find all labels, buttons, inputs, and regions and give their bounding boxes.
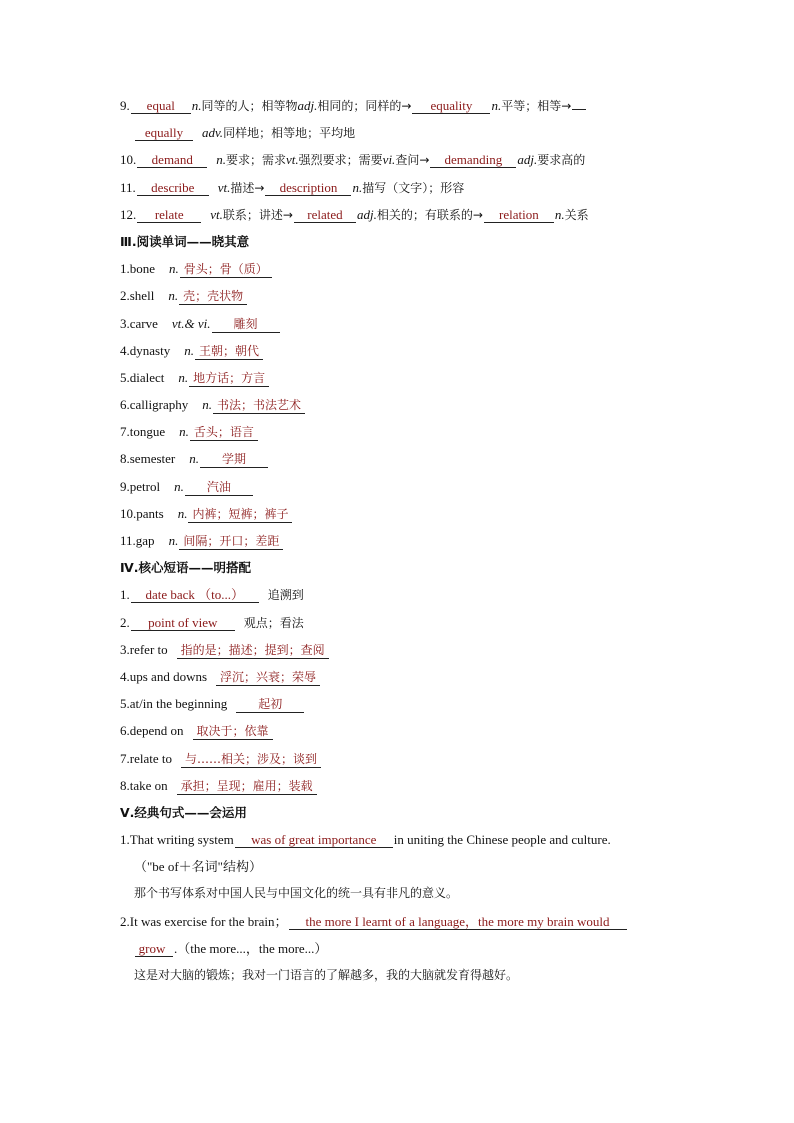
- definition: 平等；相等→: [501, 99, 572, 113]
- definition: 描写（文字）；形容: [362, 180, 465, 195]
- part-of-speech: vi.: [382, 152, 396, 168]
- answer-blank: 舌头；语言: [190, 425, 258, 441]
- definition: 查问→: [395, 153, 430, 168]
- reading-words-list: [120, 255, 680, 554]
- answer-blank: 起初: [236, 697, 304, 713]
- answer-blank: equally: [135, 125, 193, 141]
- word-form-item-9-cont: [120, 119, 680, 146]
- sentence-hint: .（the more...，the more...）: [174, 940, 328, 956]
- item-number: 5.: [120, 369, 130, 385]
- item-number: 8.: [120, 777, 130, 793]
- part-of-speech: n.: [554, 206, 565, 222]
- part-of-speech: vt.: [210, 206, 223, 222]
- sentence-hint: （"be of＋名词"结构）: [134, 859, 262, 875]
- sentence-text: It was exercise for the brain；: [129, 913, 288, 929]
- answer-blank: 间隔；开口；差距: [179, 534, 283, 550]
- item-number: 1.: [120, 832, 130, 848]
- answer-blank: description: [265, 180, 351, 196]
- definition: 联系；讲述→: [222, 207, 293, 222]
- answer-blank: grow: [135, 941, 173, 957]
- reading-word-item: [120, 527, 680, 554]
- part-of-speech: n.: [177, 505, 188, 521]
- answer-blank: 内裤；短裤；裤子: [188, 507, 292, 523]
- answer-blank: 书法；书法艺术: [213, 398, 305, 414]
- section-heading-core-phrases: Ⅳ.核心短语——明搭配: [120, 560, 251, 576]
- part-of-speech: n.: [189, 451, 199, 467]
- answer-blank: describe: [137, 180, 209, 196]
- english-phrase: take on: [129, 777, 168, 793]
- phrase-item-2: [120, 609, 680, 636]
- answer-blank: the more I learnt of a language，the more my brain would: [289, 914, 627, 930]
- reading-word-item: [120, 364, 680, 391]
- part-of-speech: adj.: [297, 98, 318, 113]
- item-number: 1.: [120, 261, 130, 277]
- answer-blank: demand: [137, 152, 207, 168]
- part-of-speech: n.: [174, 478, 184, 494]
- part-of-speech: n.: [352, 179, 363, 195]
- sentence-text: in uniting the Chinese people and culture.: [393, 832, 611, 848]
- item-number: 2.: [120, 288, 130, 304]
- definition: 同等的人；相等物: [201, 99, 298, 113]
- english-phrase: ups and downs: [129, 668, 208, 684]
- english-phrase: depend on: [129, 723, 184, 739]
- part-of-speech: n.: [179, 424, 189, 440]
- english-word: bone: [129, 261, 156, 277]
- sentence-item-2-cont: [120, 935, 680, 962]
- item-number: 8.: [120, 451, 130, 467]
- part-of-speech: n.: [216, 152, 226, 168]
- sentence-item-2: [120, 908, 680, 935]
- answer-blank: 浮沉；兴衰；荣辱: [216, 670, 320, 686]
- item-number: 11.: [120, 179, 136, 195]
- part-of-speech: n.: [491, 98, 502, 113]
- part-of-speech: adj.: [356, 206, 377, 222]
- english-word: shell: [129, 288, 155, 304]
- word-form-item-12: [120, 201, 680, 228]
- answer-blank: related: [294, 207, 356, 223]
- answer-blank: 地方话；方言: [189, 371, 269, 387]
- phrase-item: [120, 772, 680, 799]
- definition: 强烈要求；需要: [298, 153, 383, 168]
- answer-blank: point of view: [131, 615, 235, 631]
- part-of-speech: adj.: [517, 152, 538, 168]
- item-number: 11.: [120, 533, 136, 548]
- answer-blank: demanding: [430, 152, 516, 168]
- item-number: 4.: [120, 342, 130, 358]
- english-word: dialect: [129, 369, 165, 385]
- item-number: 4.: [120, 668, 130, 684]
- phrase-item: [120, 636, 680, 663]
- part-of-speech: n.: [178, 369, 189, 385]
- word-form-item-10: [120, 146, 680, 173]
- item-number: 5.: [120, 696, 130, 712]
- part-of-speech: n.: [168, 288, 179, 304]
- item-number: 2.: [120, 913, 130, 929]
- item-number: 7.: [120, 424, 130, 440]
- answer-blank: relate: [137, 207, 201, 223]
- answer-blank: equal: [131, 98, 191, 114]
- english-word: pants: [136, 505, 164, 521]
- reading-word-item: [120, 445, 680, 472]
- item-number: 7.: [120, 750, 130, 766]
- part-of-speech: n.: [169, 261, 179, 277]
- english-word: calligraphy: [129, 397, 189, 413]
- sentence-text: That writing system: [129, 832, 234, 848]
- reading-word-item: [120, 418, 680, 445]
- reading-word-item: [120, 500, 680, 527]
- word-form-item-11: [120, 174, 680, 201]
- item-number: 9.: [120, 98, 130, 113]
- english-word: dynasty: [129, 342, 171, 358]
- phrase-item: [120, 745, 680, 772]
- part-of-speech: n.: [202, 397, 212, 413]
- english-word: semester: [129, 451, 176, 467]
- answer-blank: 汽油: [185, 480, 253, 496]
- english-word: gap: [135, 533, 155, 548]
- part-of-speech: vt.: [286, 152, 299, 168]
- answer-blank: 壳；壳状物: [179, 289, 247, 305]
- english-word: carve: [129, 315, 158, 331]
- answer-blank-empty: [572, 109, 586, 110]
- definition: 同样地；相等地；平均地: [223, 126, 356, 141]
- english-word: tongue: [129, 424, 166, 440]
- reading-word-item: [120, 337, 680, 364]
- definition: 相关的；有联系的→: [376, 207, 483, 222]
- answer-blank: 承担；呈现；雇用；装载: [177, 779, 317, 795]
- section-heading-classic-sentences: Ⅴ.经典句式——会运用: [120, 804, 247, 820]
- english-phrase: at/in the beginning: [129, 696, 228, 712]
- item-number: 3.: [120, 315, 130, 331]
- item-number: 10.: [120, 152, 137, 168]
- item-number: 10.: [120, 505, 137, 521]
- english-phrase: relate to: [129, 750, 172, 766]
- item-number: 2.: [120, 614, 130, 630]
- reading-word-item: [120, 255, 680, 282]
- core-phrases-list: [120, 636, 680, 799]
- answer-blank: 与……相关；涉及；谈到: [181, 752, 321, 768]
- sentence-item-1: [120, 826, 680, 853]
- english-phrase: refer to: [129, 641, 168, 657]
- part-of-speech: adv.: [202, 125, 224, 141]
- part-of-speech: n.: [191, 98, 202, 113]
- definition: 观点；看法: [243, 615, 304, 630]
- answer-blank: 学期: [200, 452, 268, 468]
- definition: 追溯到: [267, 588, 304, 603]
- word-form-item-9: [120, 92, 680, 119]
- definition: 相同的；同样的→: [317, 99, 412, 113]
- answer-blank: 指的是；描述；提到；查阅: [177, 643, 329, 659]
- reading-word-item: [120, 473, 680, 500]
- item-number: 3.: [120, 641, 130, 657]
- part-of-speech: n.: [168, 533, 179, 548]
- sentence-translation: 这是对大脑的锻炼；我对一门语言的了解越多，我的大脑就发育得越好。: [134, 968, 519, 982]
- section-heading-reading-words: Ⅲ.阅读单词——晓其意: [120, 233, 250, 249]
- phrase-item-1: [120, 581, 680, 608]
- answer-blank: 王朝；朝代: [195, 344, 263, 360]
- worksheet-content: [120, 92, 680, 989]
- phrase-item: [120, 663, 680, 690]
- answer-blank: relation: [484, 207, 554, 223]
- definition: 要求高的: [537, 153, 586, 168]
- item-number: 6.: [120, 723, 130, 739]
- answer-blank: was of great importance: [235, 832, 393, 848]
- answer-blank: equality: [412, 98, 490, 114]
- answer-blank: 取决于；依靠: [193, 724, 273, 740]
- sentence-translation: 那个书写体系对中国人民与中国文化的统一具有非凡的意义。: [134, 886, 459, 901]
- definition: 描述→: [230, 180, 265, 195]
- answer-blank: 骨头；骨（质）: [180, 262, 272, 278]
- reading-word-item: [120, 310, 680, 337]
- reading-word-item: [120, 282, 680, 309]
- item-number: 9.: [120, 478, 130, 494]
- definition: 要求；需求: [226, 153, 287, 168]
- english-word: petrol: [129, 478, 161, 494]
- definition: 关系: [564, 207, 589, 222]
- item-number: 6.: [120, 397, 130, 413]
- item-number: 12.: [120, 206, 137, 222]
- part-of-speech: vt.: [217, 179, 231, 195]
- phrase-item: [120, 717, 680, 744]
- reading-word-item: [120, 391, 680, 418]
- phrase-item: [120, 690, 680, 717]
- part-of-speech: n.: [184, 342, 194, 358]
- part-of-speech: vt.& vi.: [171, 315, 211, 331]
- item-number: 1.: [120, 587, 130, 603]
- answer-blank: 雕刻: [212, 317, 280, 333]
- answer-blank: date back （to...）: [131, 587, 259, 603]
